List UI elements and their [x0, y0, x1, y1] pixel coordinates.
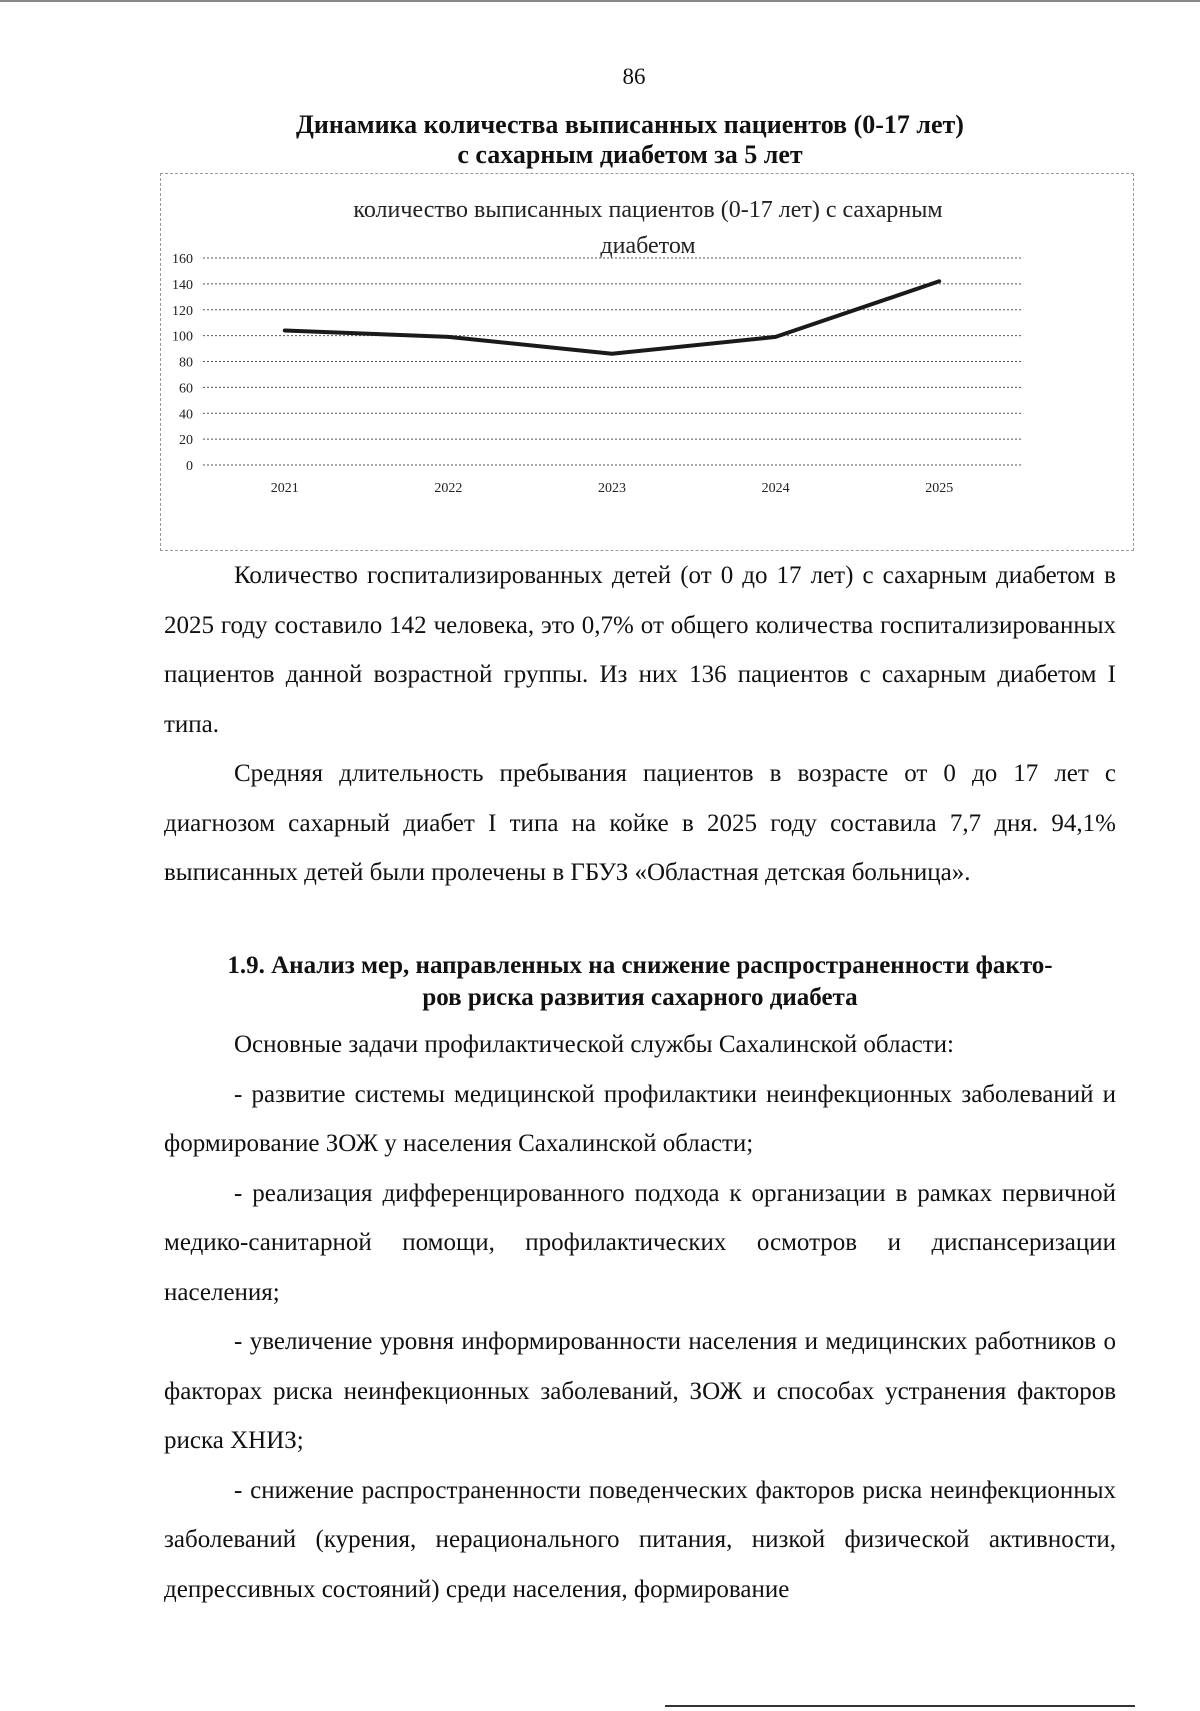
y-tick-label: 40 [179, 407, 193, 423]
figure-title-line-1: Динамика количества выписанных пациентов (0-17 лет) [296, 110, 964, 139]
data-point [611, 352, 614, 355]
data-point [938, 280, 941, 283]
y-tick-label: 60 [179, 381, 193, 397]
task-item: - увеличение уровня информированности населения и медицинских работников о факторах риска неинфекционных заболеваний, ЗОЖ и способах устранения факторов риска ХНИЗ; [164, 1328, 1116, 1454]
x-tick-label: 2023 [598, 481, 626, 496]
task-item: - развитие системы медицинской профилактики неинфекционных заболеваний и формирование ЗОЖ у населения Сахалинской области; [164, 1080, 1116, 1157]
y-tick-label: 20 [179, 433, 193, 449]
figure-title [180, 110, 1080, 170]
paragraphs-block [164, 551, 1116, 898]
task-item: - реализация дифференцированного подхода к организации в рамках первичной медико-санитарной помощи, профилактических осмотров и диспансеризации населения; [164, 1179, 1116, 1306]
figure-title-line-2: с сахарным диабетом за 5 лет [457, 140, 803, 169]
y-tick-label: 120 [172, 303, 193, 319]
y-tick-label: 80 [179, 355, 193, 371]
section-heading-line-1: 1.9. Анализ мер, направленных на снижение распространенности факто- [227, 952, 1053, 979]
x-tick-label: 2021 [270, 481, 299, 496]
paragraph-duration: Средняя длительность пребывания пациентов в возрасте от 0 до 17 лет с диагнозом сахарный диабет I типа на койке в 2025 году составила 7,7 дня. 94,1% выписанных детей были пролечены в ГБУЗ «Областная детская больница». [164, 760, 1116, 886]
y-tick-label: 140 [172, 277, 193, 293]
data-point [447, 335, 450, 338]
x-tick-label: 2025 [925, 481, 954, 496]
paragraph-hospitalized: Количество госпитализированных детей (от 0 до 17 лет) с сахарным диабетом в 2025 году составило 142 человека, это 0,7% от общего количества госпитализированных пациентов данной возрастной группы. Из них 136 пациентов с сахарным диабетом I типа. [164, 562, 1116, 738]
chart-title-line-1: количество выписанных пациентов (0-17 лет) с сахарным [353, 197, 943, 223]
section-heading-line-2: ров риска развития сахарного диабета [422, 984, 858, 1011]
section-intro: Основные задачи профилактической службы Сахалинской области: [234, 1031, 954, 1058]
section-body [164, 1020, 1116, 1614]
x-tick-label: 2022 [434, 481, 463, 496]
scan-edge-top [0, 0, 1200, 2]
task-item: - снижение распространенности поведенческих факторов риска неинфекционных заболеваний (курения, нерационального питания, низкой физической активности, депрессивных состояний) среди населения, формирование [164, 1476, 1116, 1603]
chart-title-line-2: диабетом [600, 233, 696, 259]
data-point [774, 335, 777, 338]
chart-container [160, 173, 1134, 551]
scan-edge-bottom [665, 1705, 1135, 1707]
y-tick-label: 160 [172, 252, 193, 267]
line-chart [161, 174, 1135, 552]
section-heading [164, 950, 1116, 1014]
x-tick-label: 2024 [761, 481, 790, 496]
data-point [283, 329, 286, 332]
y-tick-label: 100 [172, 329, 193, 345]
page-number: 86 [622, 64, 646, 89]
y-tick-label: 0 [186, 459, 193, 474]
series-line [285, 281, 939, 353]
